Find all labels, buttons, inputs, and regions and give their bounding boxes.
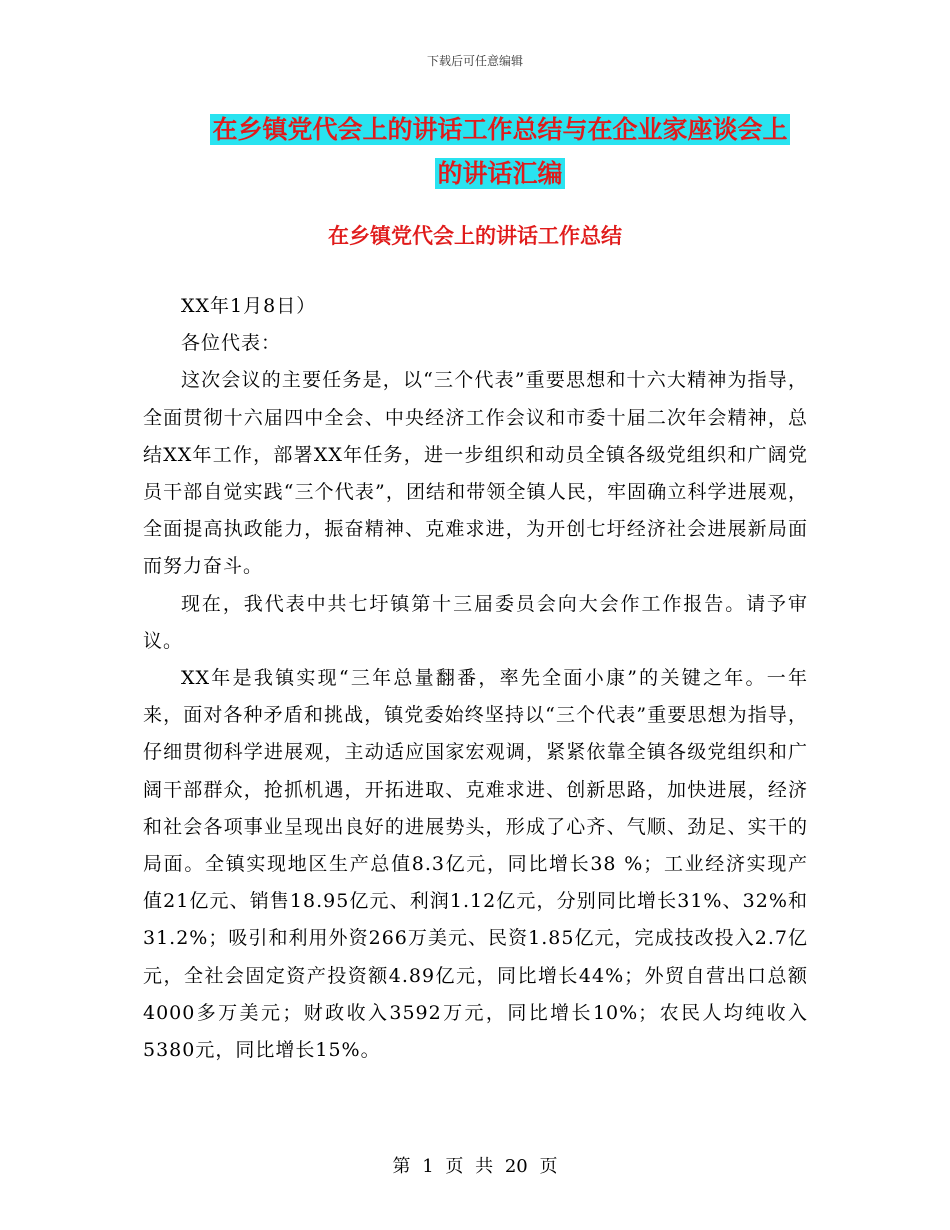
- document-title-line-2: 的讲话汇编: [437, 159, 563, 188]
- header-note: 下载后可任意编辑: [426, 54, 523, 68]
- paragraph-date: XX年1月8日）: [181, 295, 317, 317]
- paragraph-meeting-task: 这次会议的主要任务是，以“三个代表”重要思想和十六大精神为指导，全面贯彻十六届四中全会、中央经济工作会议和市委十届二次年会精神，总结XX年工作，部署XX年任务，进一步组织和动员全镇各级党组织和广阔党员干部自觉实践“三个代表”，团结和带领全镇人民，牢固确立科学进展观，全面提高执政能力，振奋精神、克难求进，为开创七圩经济社会进展新局面而努力奋斗。: [143, 369, 808, 578]
- document-title-line-1: 在乡镇党代会上的讲话工作总结与在企业家座谈会上: [212, 115, 788, 144]
- paragraph-report-intro: 现在，我代表中共七圩镇第十三届委员会向大会作工作报告。请予审议。: [143, 592, 808, 652]
- page-footer: 第 1 页 共 20 页: [392, 1156, 558, 1177]
- section-title: 在乡镇党代会上的讲话工作总结: [328, 223, 622, 248]
- paragraph-salutation: 各位代表：: [181, 332, 282, 355]
- paragraph-achievements: XX年是我镇实现“三年总量翻番，率先全面小康”的关键之年。一年来，面对各种矛盾和挑战，镇党委始终坚持以“三个代表”重要思想为指导，仔细贯彻科学进展观，主动适应国家宏观调，紧紧依靠全镇各级党组织和广阔干部群众，抢抓机遇，开拓进取、克难求进、创新思路，加快进展，经济和社会各项事业呈现出良好的进展势头，形成了心齐、气顺、劲足、实干的局面。全镇实现地区生产总值8.3亿元，同比增长38 %；工业经济实现产值21亿元、销售18.95亿元、利润1.12亿元，分别同比增长31%、32%和31.2%；吸引和利用外资266万美元、民资1.85亿元，完成技改投入2.7亿元，全社会固定资产投资额4.89亿元，同比增长44%；外贸自营出口总额4000多万美元；财政收入3592万元，同比增长10%；农民人均纯收入5380元，同比增长15%。: [143, 667, 808, 1062]
- document-body: [143, 288, 808, 1069]
- document-title: [140, 108, 860, 196]
